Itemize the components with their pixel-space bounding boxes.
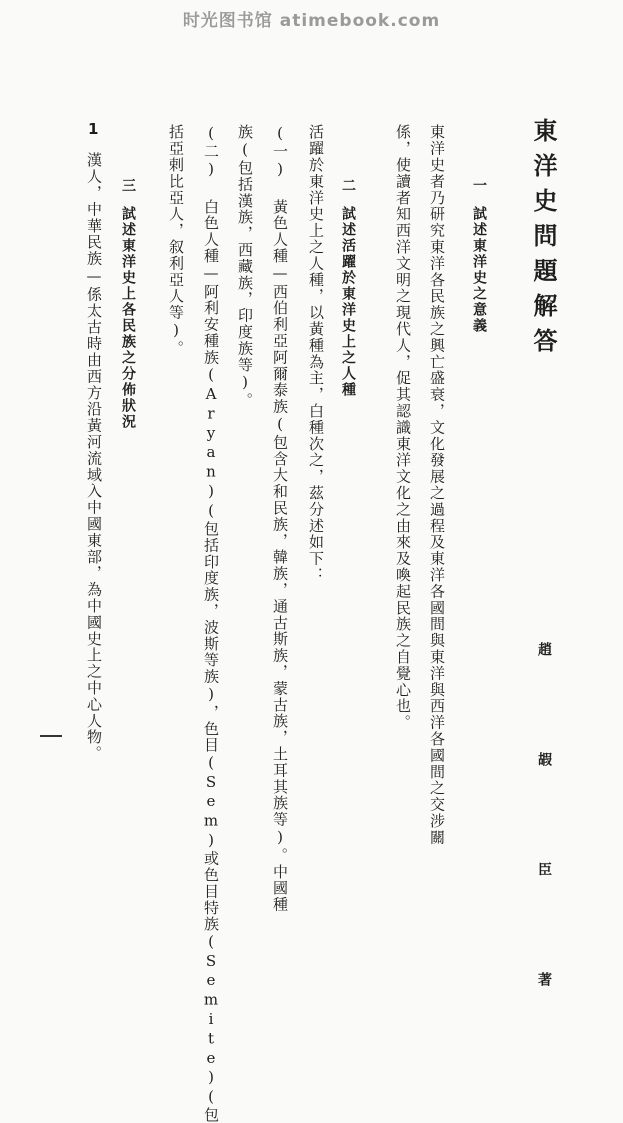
margin-number: 1 xyxy=(88,120,99,138)
page-title: 東洋史問題解答 xyxy=(529,118,558,363)
section-3-heading xyxy=(121,178,135,430)
section-1-heading xyxy=(472,178,486,334)
section-3-number: 三 xyxy=(120,178,136,194)
section-2-number: 二 xyxy=(340,178,356,194)
section-2-line-2: (一) 黃色人種—西伯利亞阿爾泰族(包含大和民族，韓族，通古斯族，蒙古族，土耳其族等)。中國種 xyxy=(271,124,289,913)
page-number-mark xyxy=(40,735,62,737)
section-2-line-5: 括亞剌比亞人，叙利亞人等)。 xyxy=(167,124,185,357)
section-2-heading xyxy=(341,178,355,398)
section-1-line-1: 東洋史者乃研究東洋各民族之興亡盛衰，文化發展之過程及東洋各國間與東洋與西洋各國間之交涉關 xyxy=(428,124,446,846)
watermark: 时光图书馆 atimebook.com xyxy=(182,11,441,31)
section-1-number: 一 xyxy=(471,178,487,194)
section-2-line-1: 活躍於東洋史上之人種，以黃種為主，白種次之，茲分述如下： xyxy=(307,124,325,584)
section-3-title: 試述東洋史上各民族之分佈狀況 xyxy=(120,206,136,430)
section-2-line-3: 族(包括漢族，西藏族，印度族等)。 xyxy=(236,124,254,409)
section-3-line-1: 漢人，中華民族—係太古時由西方沿黃河流域入中國東部，為中國史上之中心人物。 xyxy=(85,152,103,762)
section-1-line-2: 係，使讀者知西洋文明之現代人，促其認識東洋文化之由來及喚起民族之自覺心也。 xyxy=(394,124,412,731)
section-2-line-4: (二) 白色人種—阿利安種族(Aryan)(包括印度族，波斯等族)，色目(Sem)或色目特族(Semite)(包 xyxy=(202,124,220,1123)
author-line: 趙 嘏 臣 著 xyxy=(536,642,552,1026)
section-2-title: 試述活躍於東洋史上之人種 xyxy=(340,206,356,398)
section-1-title: 試述東洋史之意義 xyxy=(471,206,487,334)
